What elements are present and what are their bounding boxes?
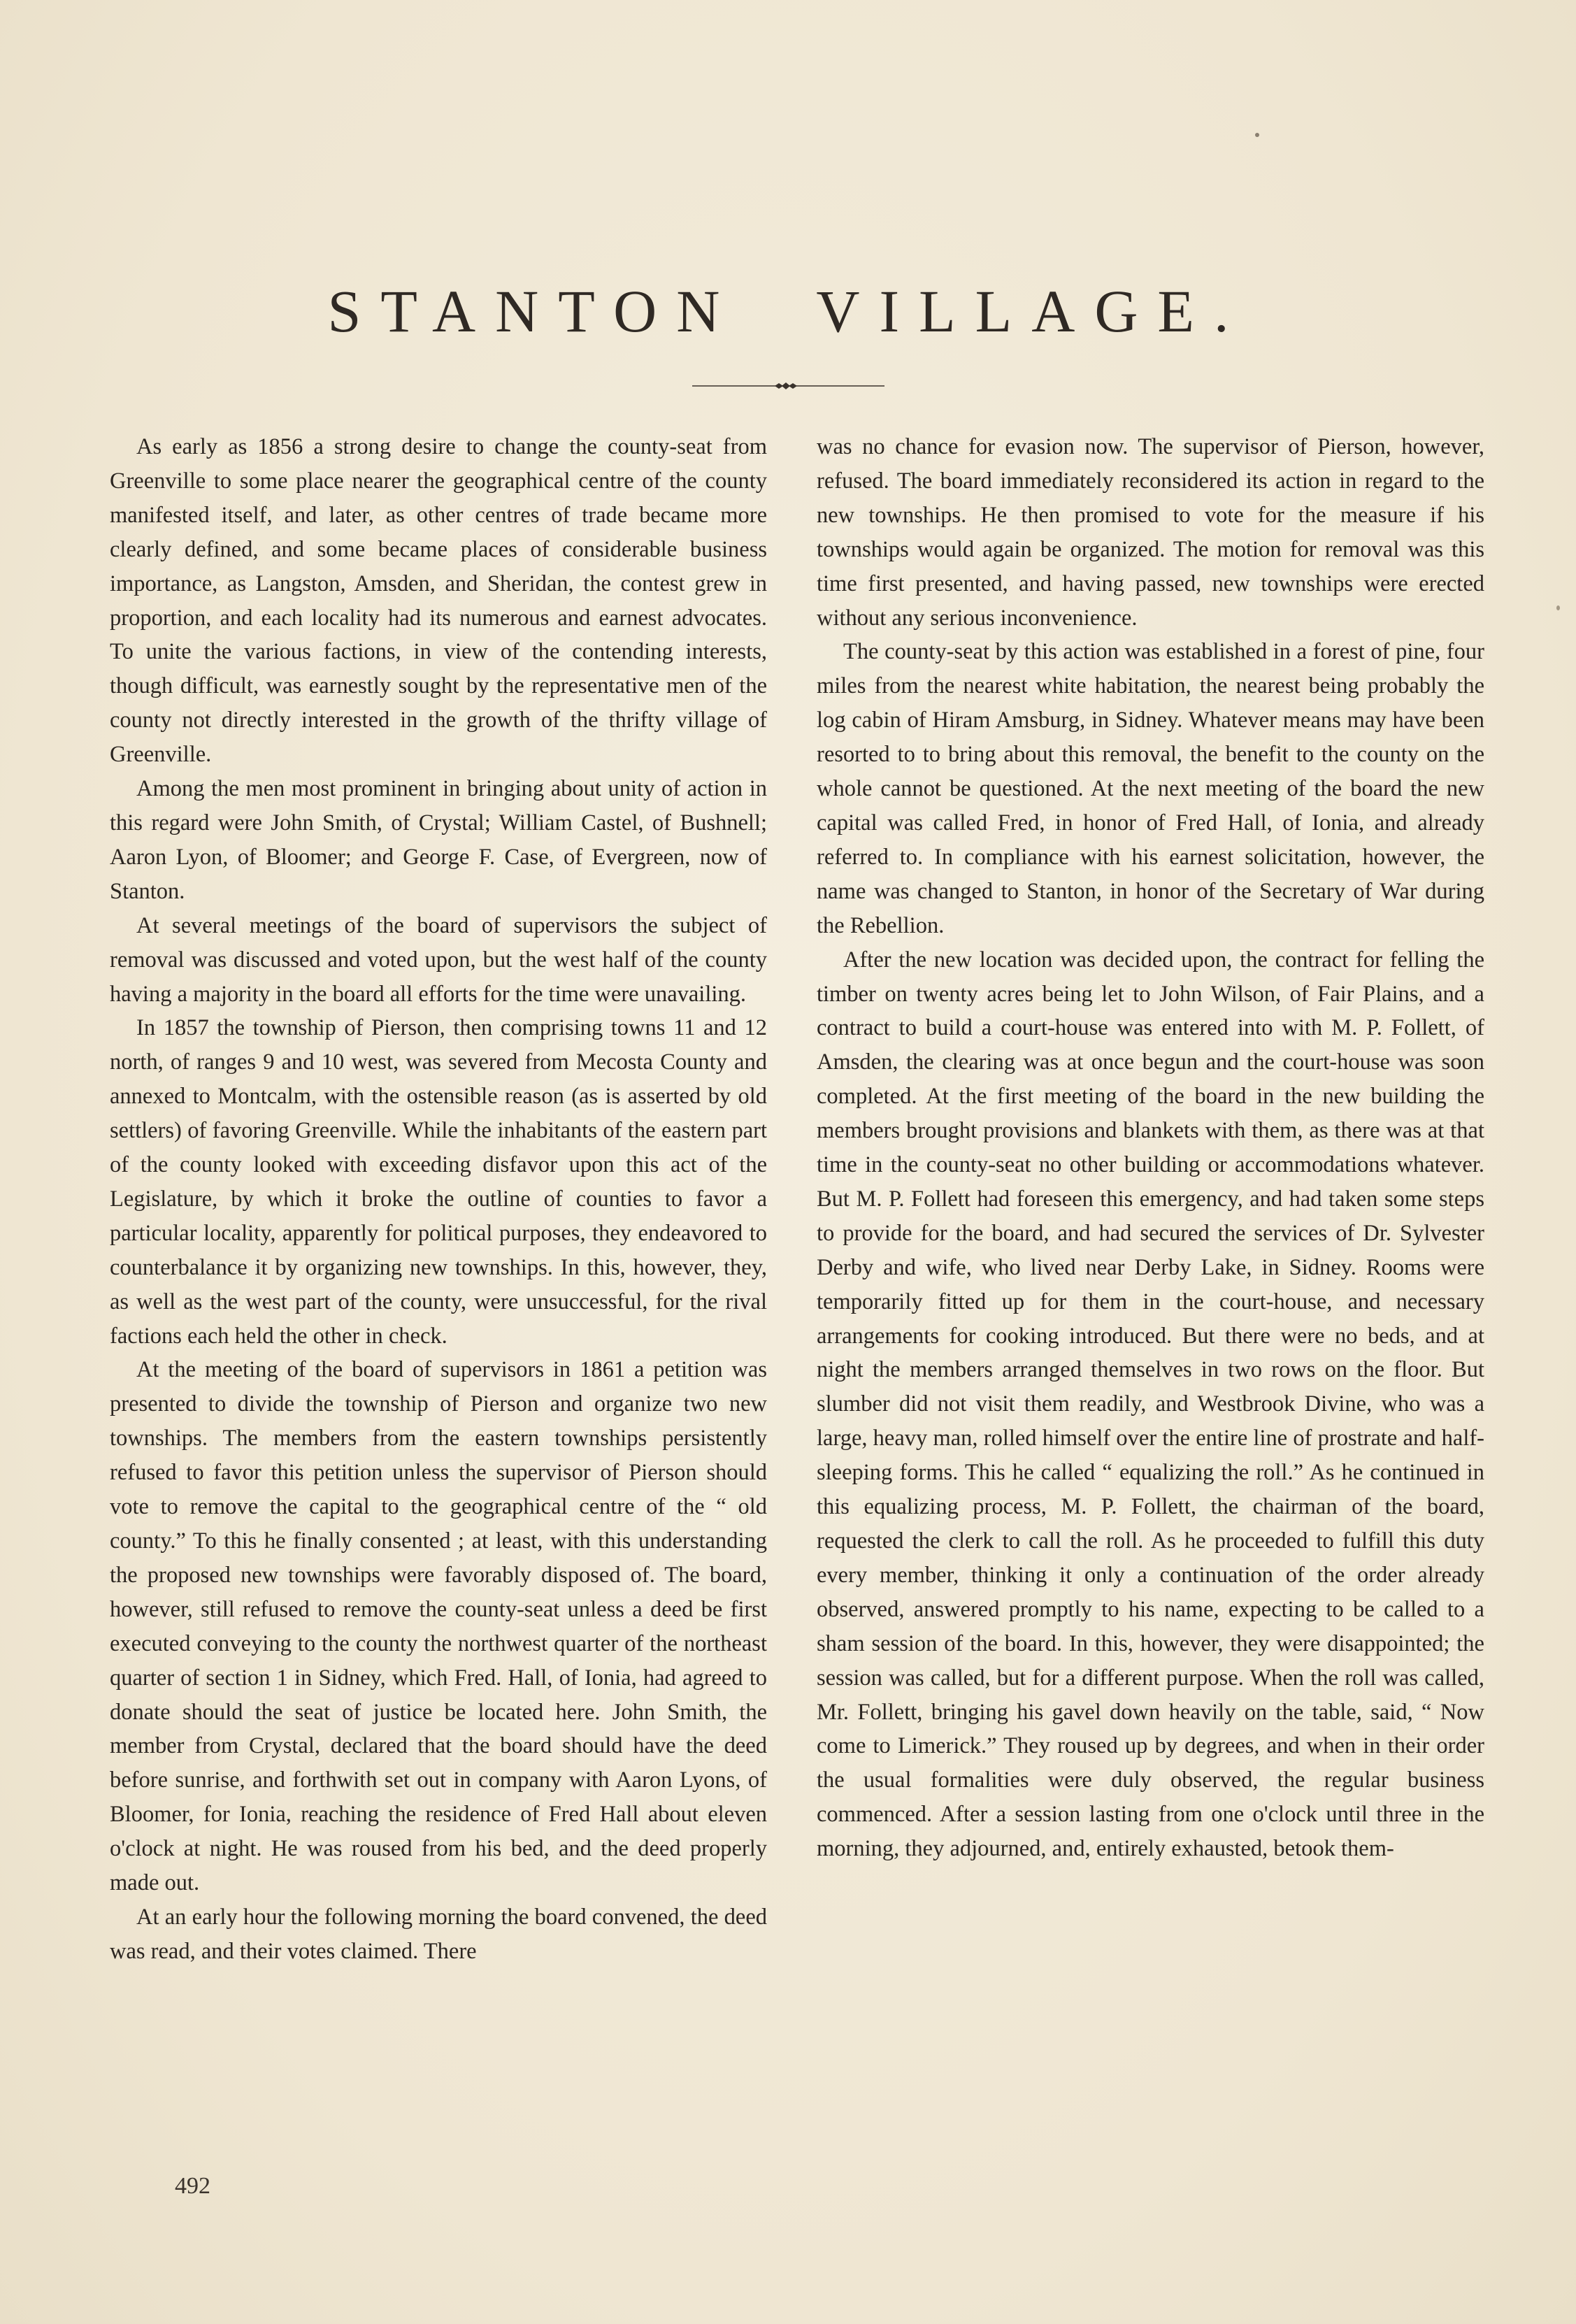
title-ornament-rule xyxy=(692,378,884,394)
title-word-village: VILLAGE. xyxy=(816,278,1249,345)
paragraph: At an early hour the following morning the board convened, the deed was read, and their votes claimed. There xyxy=(110,1904,767,1964)
title-word-stanton: STANTON xyxy=(327,278,740,345)
page-title xyxy=(0,276,1576,346)
paragraph: The county-seat by this action was established in a forest of pine, four miles from the nearest white habitation, the nearest being probably the log cabin of Hiram Amsburg, in Sidney. Whatever means may have been resorted to to bring about this removal, the benefit to the county on the whole cannot be questioned. At the next meeting of the board the new capital was called Fred, in honor of Fred Hall, of Ionia, and already referred to. In compliance with his earnest solicitation, however, the name was changed to Stanton, in honor of the Secretary of War during the Rebellion. xyxy=(817,639,1484,938)
paragraph: Among the men most prominent in bringing about unity of action in this regard were John Smith, of Crystal; William Castel, of Bushnell; Aaron Lyon, of Bloomer; and George F. Case, of Evergreen, now of Stanton. xyxy=(110,776,767,904)
paper-speck xyxy=(1556,605,1560,610)
paragraph: In 1857 the township of Pierson, then comprising towns 11 and 12 north, of ranges 9 and 10 west, was severed from Mecosta County and annexed to Montcalm, with the ostensible reason (as is asserted by old settlers) of favoring Greenville. While the inhabitants of the eastern part of the county looked with exceeding disfavor upon this act of the Legislature, by which it broke the outline of counties to favor a particular locality, apparently for political purposes, they endeavored to counterbalance it by organizing new townships. In this, however, they, as well as the west part of the county, were unsuccessful, for the rival factions each held the other in check. xyxy=(110,1015,767,1349)
paper-speck xyxy=(1255,133,1259,137)
left-column xyxy=(110,430,767,1969)
paragraph: After the new location was decided upon, the contract for felling the timber on twenty acres being let to John Wilson, of Fair Plains, and a contract to build a court-house was entered into with M. P. Follett, of Amsden, the clearing was at once begun and the court-house was soon completed. At the first meeting of the board in the new building the members brought provisions and blankets with them, as there was at that time in the county-seat no other building or accommodations whatever. But M. P. Follett had foreseen this emergency, and had taken some steps to provide for the board, and had secured the services of Dr. Sylvester Derby and wife, who lived near Derby Lake, in Sidney. Rooms were temporarily fitted up for them in the court-house, and necessary arrangements for cooking introduced. But there were no beds, and at night the members arranged themselves in two rows on the floor. But slumber did not visit them readily, and Westbrook Divine, who was a large, heavy man, rolled himself over the entire line of prostrate and half-sleeping forms. This he called “ equalizing the roll.” As he continued in this equalizing process, M. P. Follett, the chairman of the board, requested the clerk to call the roll. As he proceeded to fulfill this duty every member, thinking it only a continuation of the order already observed, answered promptly to his name, expecting to be called to a sham session of the board. In this, however, they were disappointed; the session was called, but for a different purpose. When the roll was called, Mr. Follett, bringing his gavel down heavily on the table, said, “ Now come to Limerick.” They roused up by degrees, and when in their order the usual formalities were duly observed, the regular business commenced. After a session lasting from one o'clock until three in the morning, they adjourned, and, entirely exhausted, betook them- xyxy=(817,947,1484,1862)
paragraph: As early as 1856 a strong desire to change the county-seat from Greenville to some place nearer the geographical centre of the county manifested itself, and later, as other centres of trade became more clearly defined, and some became places of considerable business importance, as Langston, Amsden, and Sheridan, the contest grew in proportion, and each locality had its numerous and earnest advocates. To unite the various factions, in view of the contending interests, though difficult, was earnestly sought by the representative men of the county not directly interested in the growth of the thrifty village of Greenville. xyxy=(110,434,767,768)
paragraph-continuation: was no chance for evasion now. The supervisor of Pierson, however, refused. The board immediately reconsidered its action in regard to the new townships. He then promised to vote for the measure if his townships would again be organized. The motion for removal was this time first presented, and having passed, new townships were erected without any serious inconvenience. xyxy=(817,434,1484,631)
page-number: 492 xyxy=(175,2173,210,2199)
paragraph: At the meeting of the board of supervisors in 1861 a petition was presented to divide the township of Pierson and organize two new townships. The members from the eastern townships persistently refused to favor this petition unless the supervisor of Pierson should vote to remove the capital to the geographical centre of the “ old county.” To this he finally consented ; at least, with this understanding the proposed new townships were favorably disposed of. The board, however, still refused to remove the county-seat unless a deed be first executed conveying to the county the northwest quarter of the northeast quarter of section 1 in Sidney, which Fred. Hall, of Ionia, had agreed to donate should the seat of justice be located here. John Smith, the member from Crystal, declared that the board should have the deed before sunrise, and forthwith set out in company with Aaron Lyons, of Bloomer, for Ionia, reaching the residence of Fred Hall about eleven o'clock at night. He was roused from his bed, and the deed properly made out. xyxy=(110,1357,767,1896)
right-column xyxy=(817,430,1484,1866)
paragraph: At several meetings of the board of supervisors the subject of removal was discussed and voted upon, but the west half of the county having a majority in the board all efforts for the time were unavailing. xyxy=(110,912,767,1007)
